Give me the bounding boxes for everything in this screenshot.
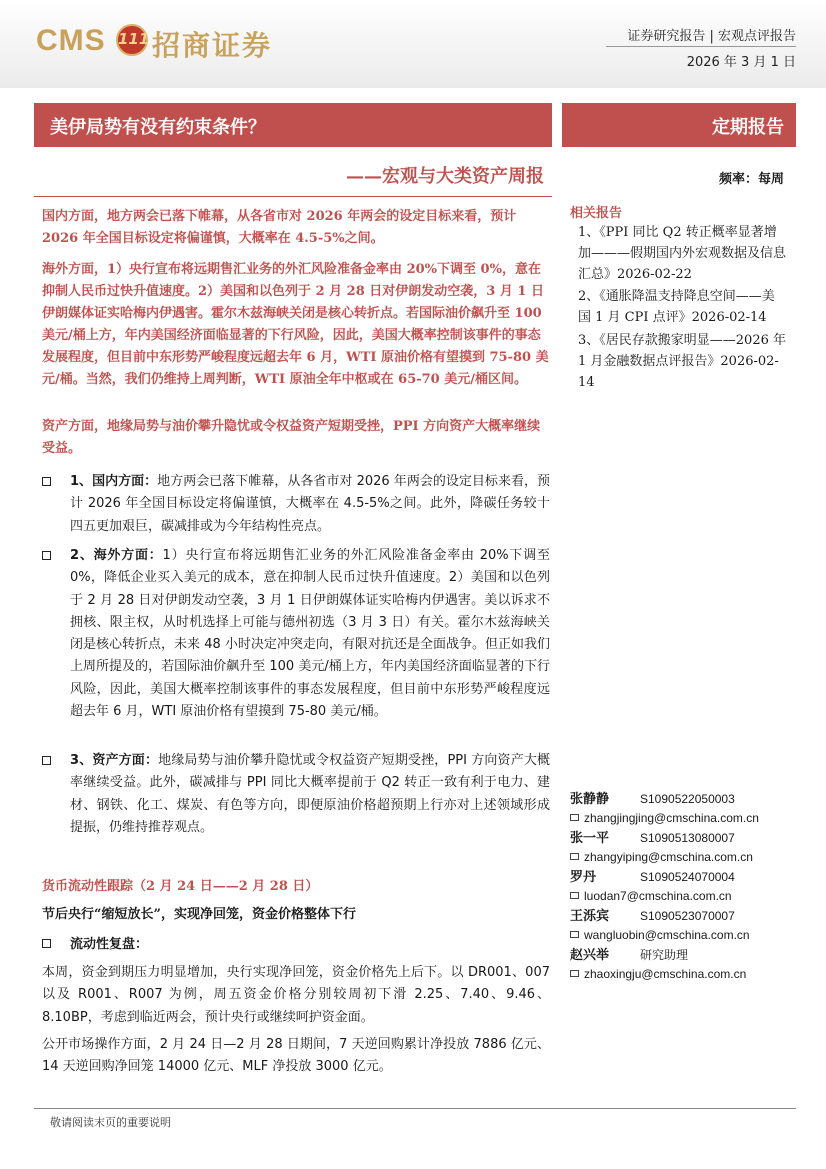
summary-assets: 资产方面，地缘局势与油价攀升隐忧或令权益资产短期受挫，PPI 方向资产大概率继续受益。 bbox=[42, 419, 541, 456]
analyst-email[interactable]: wangluobin@cmschina.com.cn bbox=[570, 926, 800, 945]
logo-badge-icon bbox=[116, 24, 148, 56]
envelope-icon bbox=[570, 814, 579, 821]
analyst-card bbox=[570, 790, 800, 828]
money-section-heading: 货币流动性跟踪（2 月 24 日——2 月 28 日） bbox=[42, 879, 319, 894]
bullet-square-icon bbox=[42, 477, 51, 486]
analyst-name: 赵兴举 bbox=[570, 948, 610, 963]
analyst-id: S1090523070007 bbox=[640, 909, 735, 923]
analyst-role: 研究助理 bbox=[640, 948, 689, 962]
open-market-paragraph: 公开市场操作方面，2 月 24 日—2 月 28 日期间，7 天逆回购累计净投放 7886 亿元、14 天逆回购净回笼 14000 亿元、MLF 净投放 3000 亿元。 bbox=[42, 1037, 550, 1075]
bullet-text: 地缘局势与油价攀升隐忧或令权益资产短期受挫，PPI 方向资产大概率继续受益。此外，碳减排与 PPI 同比大概率提前于 Q2 转正一致有利于电力、建材、钢铁、化工、煤炭、有色等方向，即便原油价格超预期上行亦对上述领域形成提振，仍维持推荐观点。 bbox=[70, 753, 550, 835]
analyst-card bbox=[570, 829, 800, 867]
summary-domestic: 国内方面，地方两会已落下帷幕，从各省市对 2026 年两会的设定目标来看，预计 2026 年全国目标设定将偏谨慎，大概率在 4.5-5%之间。 bbox=[42, 209, 517, 246]
analyst-name: 王泺宾 bbox=[570, 909, 610, 924]
bullet-square-icon bbox=[42, 756, 51, 765]
related-report-item[interactable]: 2、《通胀降温支持降息空间——美国 1 月 CPI 点评》2026-02-14 bbox=[578, 289, 775, 325]
bullet-square-icon bbox=[42, 551, 51, 560]
envelope-icon bbox=[570, 970, 579, 977]
logo-badge-text: 111 bbox=[118, 30, 150, 48]
bullet-assets bbox=[42, 750, 550, 839]
summary-overseas: 海外方面，1）央行宣布将远期售汇业务的外汇风险准备金率由 20%下调至 0%，意在抑制人民币过快升值速度。2）美国和以色列于 2 月 28 日对伊朗发动空袭，3 月 1 日伊朗媒体证实哈梅内伊遇害。霍尔木兹海峡关闭是核心转折点。若国际油价飙升至 100 美元/桶上方，年内美国经济面临显著的下行风险，因此，美国大概率控制该事件的事态发展程度，但目前中东形势严峻程度远超去年 6 月，WTI 原油价格有望摸到 75-80 美元/桶。当然，我们仍维持上周判断，WTI 原油全年中枢或在 65-70 美元/桶区间。 bbox=[42, 262, 549, 387]
liquidity-review-label: 流动性复盘： bbox=[70, 937, 149, 952]
bullet-text: 地方两会已落下帷幕，从各省市对 2026 年两会的设定目标来看，预计 2026 年全国目标设定将偏谨慎，大概率在 4.5-5%之间。此外，降碳任务较十四五更加艰巨，碳减排或为今年结构性亮点。 bbox=[70, 474, 550, 534]
report-tag-bar bbox=[562, 103, 796, 147]
bullet-text: 1）央行宣布将远期售汇业务的外汇风险准备金率由 20%下调至 0%，降低企业买入美元的成本，意在抑制人民币过快升值速度。2）美国和以色列于 2 月 28 日对伊朗发动空袭，3 月 1 日伊朗媒体证实哈梅内伊遇害。美以诉求不拥核、限主权，从时机选择上可能与德州初选（3 月 3 日）有关。霍尔木兹海峡关闭是核心转折点，未来 48 小时决定冲突走向，有限对抗还是全面战争。但正如我们上周所提及的，若国际油价飙升至 100 美元/桶上方，年内美国经济面临显著的下行风险，因此，美国大概率控制该事件的事态发展程度，但目前中东形势严峻程度远超去年 6 月，WTI 原油价格有望摸到 75-80 美元/桶。 bbox=[70, 548, 550, 720]
page-subtitle: ——宏观与大类资产周报 bbox=[346, 166, 544, 187]
liquidity-paragraph: 本周，资金到期压力明显增加，央行实现净回笼，资金价格先上后下。以 DR001、007 以及 R001、R007 为例，周五资金价格分别较周初下滑 2.25、7.40、9.46、8.10BP，考虑到临近两会，预计央行或继续呵护资金面。 bbox=[42, 965, 550, 1025]
analyst-card bbox=[570, 946, 800, 984]
logo-company-name: 招商证券 bbox=[152, 29, 273, 62]
related-report-item[interactable]: 1、《PPI 同比 Q2 转正概率显著增加———假期国内外宏观数据及信息汇总》2026-02-22 bbox=[578, 225, 787, 282]
analyst-email[interactable]: zhangyiping@cmschina.com.cn bbox=[570, 848, 800, 867]
bullet-head: 2、海外方面： bbox=[70, 548, 163, 563]
envelope-icon bbox=[570, 931, 579, 938]
analyst-email[interactable]: zhaoxingju@cmschina.com.cn bbox=[570, 965, 800, 984]
analyst-id: S1090513080007 bbox=[640, 831, 735, 845]
bullet-head: 3、资产方面： bbox=[70, 753, 159, 768]
money-section-subheading: 节后央行“缩短放长”，实现净回笼，资金价格整体下行 bbox=[42, 907, 356, 922]
analyst-name: 张一平 bbox=[570, 831, 610, 846]
envelope-icon bbox=[570, 853, 579, 860]
analyst-name: 罗丹 bbox=[570, 870, 597, 885]
analyst-email[interactable]: zhangjingjing@cmschina.com.cn bbox=[570, 809, 800, 828]
logo-text: CMS bbox=[36, 24, 106, 57]
header-divider bbox=[606, 46, 796, 47]
analyst-name: 张静静 bbox=[570, 792, 610, 807]
footer-divider bbox=[34, 1108, 796, 1109]
analyst-card bbox=[570, 868, 800, 906]
report-tag: 定期报告 bbox=[712, 117, 784, 138]
envelope-icon bbox=[570, 892, 579, 899]
analyst-card bbox=[570, 907, 800, 945]
report-date: 2026 年 3 月 1 日 bbox=[686, 55, 796, 70]
analyst-id: S1090522050003 bbox=[640, 792, 735, 806]
analyst-id: S1090524070004 bbox=[640, 870, 735, 884]
bullet-overseas bbox=[42, 545, 550, 723]
bullet-domestic bbox=[42, 471, 550, 538]
report-type: 证券研究报告 | 宏观点评报告 bbox=[627, 29, 796, 44]
title-bar bbox=[34, 103, 552, 147]
bullet-square-icon bbox=[42, 939, 51, 948]
related-report-item[interactable]: 3、《居民存款搬家明显——2026 年 1 月金融数据点评报告》2026-02-14 bbox=[578, 333, 786, 390]
bullet-head: 1、国内方面： bbox=[70, 474, 158, 489]
liquidity-review-bullet bbox=[42, 933, 148, 952]
related-reports-heading: 相关报告 bbox=[570, 206, 623, 221]
footer-note: 敬请阅读末页的重要说明 bbox=[50, 1116, 171, 1129]
analyst-email[interactable]: luodan7@cmschina.com.cn bbox=[570, 887, 800, 906]
title-divider bbox=[34, 196, 552, 197]
frequency-label: 频率：每周 bbox=[718, 172, 784, 187]
page-title: 美伊局势有没有约束条件？ bbox=[50, 117, 266, 138]
